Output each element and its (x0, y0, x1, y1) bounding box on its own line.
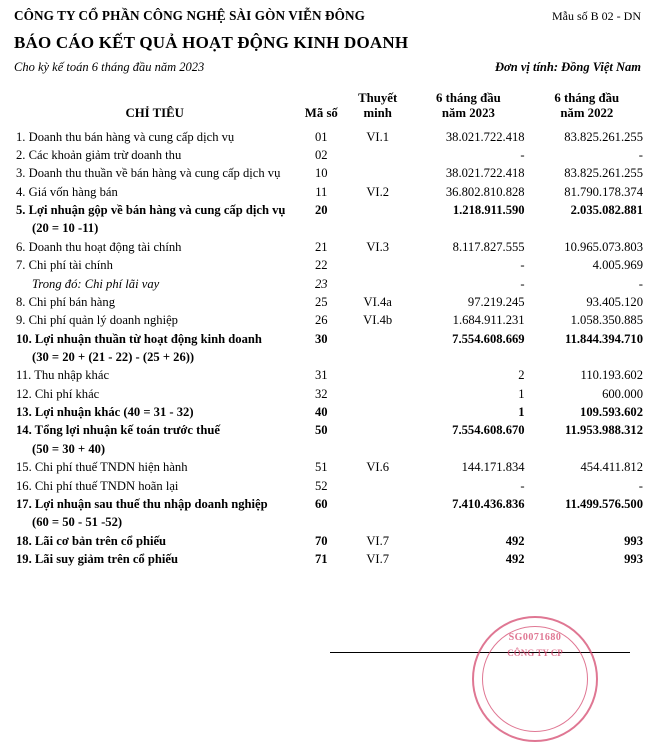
table-row (13, 202, 646, 220)
row-value-current: 7.554.608.669 (452, 331, 525, 346)
row-label: 4. Giá vốn hàng bán (16, 184, 118, 199)
row-label: 2. Các khoản giảm trừ doanh thu (16, 148, 182, 163)
row-note (346, 514, 409, 532)
row-code: 23 (315, 276, 328, 291)
row-note (346, 330, 409, 348)
row-value-previous: 110.193.602 (580, 368, 643, 383)
row-value-previous: 81.790.178.374 (564, 184, 643, 199)
row-code: 31 (315, 368, 328, 383)
row-note (346, 404, 409, 422)
row-label: 19. Lãi suy giảm trên cổ phiếu (16, 551, 178, 566)
company-seal-stamp (472, 616, 598, 742)
row-label: 17. Lợi nhuận sau thuế thu nhập doanh nghiệp (16, 496, 268, 511)
row-label: (50 = 30 + 40) (32, 441, 106, 456)
row-code: 22 (315, 258, 328, 273)
row-code: 32 (315, 386, 328, 401)
row-value-current (409, 220, 527, 238)
row-value-previous: 11.953.988.312 (564, 423, 643, 438)
row-value-previous: 11.844.394.710 (564, 331, 643, 346)
row-value-current (409, 514, 527, 532)
row-code: 21 (315, 239, 328, 254)
row-value-current: 144.171.834 (461, 460, 525, 475)
row-label: 13. Lợi nhuận khác (40 = 31 - 32) (16, 405, 194, 420)
row-code: 50 (315, 423, 328, 438)
row-value-previous: 11.499.576.500 (564, 496, 643, 511)
row-label: 5. Lợi nhuận gộp về bán hàng và cung cấp dịch vụ (16, 203, 286, 218)
row-note (346, 202, 409, 220)
row-code: 60 (315, 496, 328, 511)
row-label: 11. Thu nhập khác (16, 368, 110, 383)
row-label: 3. Doanh thu thuần về bán hàng và cung cấp dịch vụ (16, 166, 281, 181)
row-code: 26 (315, 313, 328, 328)
row-value-previous: 600.000 (602, 386, 643, 401)
row-code (296, 514, 346, 532)
row-value-previous: 93.405.120 (586, 294, 643, 309)
row-value-previous: 83.825.261.255 (564, 129, 643, 144)
bottom-divider (330, 652, 630, 653)
row-value-current: 38.021.722.418 (445, 166, 525, 181)
row-label: (20 = 10 -11) (32, 221, 99, 236)
page-title: BÁO CÁO KẾT QUẢ HOẠT ĐỘNG KINH DOANH (14, 33, 409, 52)
row-value-previous: 109.593.602 (580, 405, 643, 420)
row-value-current: 1.684.911.231 (452, 313, 525, 328)
row-code: 70 (315, 533, 328, 548)
row-label: 7. Chi phí tài chính (16, 258, 113, 273)
table-row (13, 330, 646, 348)
row-label: 15. Chi phí thuế TNDN hiện hành (16, 460, 188, 475)
row-note (346, 147, 409, 165)
row-value-current: 1.218.911.590 (452, 203, 525, 218)
row-label: 14. Tổng lợi nhuận kế toán trước thuế (16, 423, 220, 438)
row-note: VI.4a (363, 294, 392, 309)
row-code (296, 440, 346, 458)
row-note: VI.7 (366, 533, 390, 548)
row-label: 10. Lợi nhuận thuần từ hoạt động kinh doanh (16, 331, 262, 346)
row-value-previous (528, 514, 646, 532)
row-label: Trong đó: Chi phí lãi vay (32, 276, 160, 291)
row-note (346, 385, 409, 403)
row-value-current: 38.021.722.418 (445, 129, 525, 144)
row-code (296, 349, 346, 367)
row-label: 16. Chi phí thuế TNDN hoãn lại (16, 478, 179, 493)
row-value-current (409, 349, 527, 367)
row-note (346, 165, 409, 183)
table-header-row (13, 89, 646, 128)
row-value-previous: 83.825.261.255 (564, 166, 643, 181)
row-note (346, 440, 409, 458)
row-code: 71 (315, 551, 328, 566)
row-note (346, 275, 409, 293)
row-value-current: 492 (505, 533, 525, 548)
document-header (0, 0, 659, 24)
row-value-previous (528, 349, 646, 367)
table-row (13, 257, 646, 275)
row-value-current: - (520, 276, 525, 291)
table-row (13, 128, 646, 146)
column-header-note-line2: minh (363, 106, 392, 121)
column-header-note-line1: Thuyết (358, 91, 398, 105)
table-row (13, 514, 646, 532)
row-label: 9. Chi phí quản lý doanh nghiệp (16, 313, 178, 328)
column-header-current-line1: 6 tháng đầu (436, 91, 501, 105)
row-label: 1. Doanh thu bán hàng và cung cấp dịch vụ (16, 129, 235, 144)
column-header-previous (528, 89, 646, 128)
row-note (346, 495, 409, 513)
row-code: 51 (315, 460, 328, 475)
table-row (13, 477, 646, 495)
row-value-previous: 993 (624, 533, 643, 548)
table-row (13, 422, 646, 440)
row-value-previous: 993 (624, 551, 643, 566)
table-row (13, 440, 646, 458)
row-value-current: 7.410.436.836 (452, 496, 525, 511)
row-value-current: 97.219.245 (467, 294, 525, 309)
row-code: 40 (315, 405, 328, 420)
row-value-current: 36.802.810.828 (445, 184, 525, 199)
table-body (13, 128, 646, 569)
column-header-previous-line2: năm 2022 (560, 106, 614, 121)
row-note (346, 257, 409, 275)
row-value-previous (528, 220, 646, 238)
row-value-previous: 10.965.073.803 (564, 239, 643, 254)
row-note (346, 477, 409, 495)
row-code: 11 (315, 184, 328, 199)
seal-code: SG0071680 (508, 632, 562, 643)
row-label: (60 = 50 - 51 -52) (32, 515, 123, 530)
seal-company: CÔNG TY CP (507, 648, 563, 658)
table-row (13, 495, 646, 513)
row-note (346, 367, 409, 385)
table-row (13, 459, 646, 477)
column-header-current (409, 89, 527, 128)
row-code: 30 (315, 331, 328, 346)
row-label: 18. Lãi cơ bản trên cổ phiếu (16, 533, 167, 548)
table-row (13, 312, 646, 330)
row-note (346, 220, 409, 238)
row-value-current: 1 (518, 386, 525, 401)
row-value-previous: - (638, 148, 643, 163)
row-code: 10 (315, 166, 328, 181)
table-row (13, 147, 646, 165)
company-name: CÔNG TY CỔ PHẦN CÔNG NGHỆ SÀI GÒN VIỄN ĐÔNG (14, 8, 365, 23)
row-value-previous: - (638, 276, 643, 291)
row-value-previous: 1.058.350.885 (570, 313, 643, 328)
row-value-current: 2 (518, 368, 525, 383)
subtitle-row (0, 53, 659, 75)
column-header-current-line2: năm 2023 (441, 106, 495, 121)
table-row (13, 293, 646, 311)
column-header-previous-line1: 6 tháng đầu (554, 91, 620, 105)
row-value-current: 492 (505, 551, 525, 566)
table-row (13, 349, 646, 367)
row-value-current: 1 (518, 405, 525, 420)
seal-inner-ring (482, 626, 588, 732)
row-note: VI.7 (366, 551, 390, 566)
row-note (346, 349, 409, 367)
form-code: Mẫu số B 02 - DN (552, 9, 641, 23)
row-code: 02 (315, 148, 328, 163)
table-row (13, 183, 646, 201)
row-value-current: - (520, 148, 525, 163)
row-note: VI.1 (366, 129, 390, 144)
row-label: 6. Doanh thu hoạt động tài chính (16, 239, 182, 254)
table-row (13, 404, 646, 422)
row-code: 20 (315, 203, 328, 218)
row-value-current: 8.117.827.555 (452, 239, 525, 254)
row-value-previous: 2.035.082.881 (570, 203, 643, 218)
row-value-current (409, 440, 527, 458)
row-note (346, 422, 409, 440)
row-code: 25 (315, 294, 328, 309)
row-label: 8. Chi phí bán hàng (16, 294, 115, 309)
row-label: 12. Chi phí khác (16, 386, 100, 401)
row-note: VI.3 (366, 239, 390, 254)
currency-unit: Đơn vị tính: Đồng Việt Nam (495, 60, 641, 74)
report-period: Cho kỳ kế toán 6 tháng đầu năm 2023 (14, 60, 205, 74)
income-statement-table (13, 89, 646, 569)
table-row (13, 220, 646, 238)
row-value-current: - (520, 258, 525, 273)
row-label: (30 = 20 + (21 - 22) - (25 + 26)) (32, 350, 195, 364)
row-value-previous: - (638, 478, 643, 493)
column-header-note (346, 89, 409, 128)
row-code (296, 220, 346, 238)
column-header-code: Mã số (304, 106, 338, 121)
table-row (13, 532, 646, 550)
row-note: VI.4b (363, 313, 393, 328)
row-note: VI.2 (366, 184, 390, 199)
table-row (13, 238, 646, 256)
table-row (13, 550, 646, 568)
table-row (13, 367, 646, 385)
table-row (13, 165, 646, 183)
row-value-previous (528, 440, 646, 458)
table-head (13, 89, 646, 128)
column-header-label: CHỈ TIÊU (125, 106, 184, 121)
row-code: 01 (315, 129, 328, 144)
row-value-previous: 454.411.812 (580, 460, 643, 475)
row-value-current: - (520, 478, 525, 493)
table-row (13, 385, 646, 403)
table-row (13, 275, 646, 293)
row-value-current: 7.554.608.670 (452, 423, 525, 438)
row-value-previous: 4.005.969 (592, 258, 643, 273)
row-code: 52 (315, 478, 328, 493)
row-note: VI.6 (366, 460, 390, 475)
